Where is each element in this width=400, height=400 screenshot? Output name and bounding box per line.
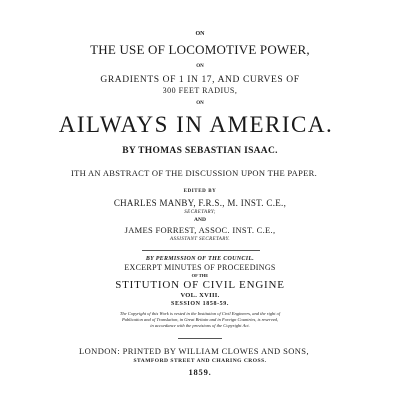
abstract-line: ITH AN ABSTRACT OF THE DISCUSSION UPON THE PAPER. (70, 168, 318, 178)
excerpt-line: EXCERPT MINUTES OF PROCEEDINGS (124, 263, 276, 272)
on-line-3: ON (196, 101, 204, 106)
on-line-1: ON (195, 31, 205, 37)
editor-2-role: ASSISTANT SECRETARY. (170, 237, 230, 242)
divider-rule-1 (142, 250, 260, 251)
title-line-1: THE USE OF LOCOMOTIVE POWER, (90, 42, 310, 57)
year-line: 1859. (188, 367, 212, 377)
title-line-2: GRADIENTS OF 1 IN 17, AND CURVES OF (100, 75, 300, 85)
on-line-2: ON (196, 64, 204, 69)
author-line: BY THOMAS SEBASTIAN ISAAC. (122, 146, 278, 156)
editor-2: JAMES FORREST, ASSOC. INST. C.E., (124, 225, 276, 235)
copyright-line-3: in accordance with the provisions of the Copyright Act. (150, 323, 250, 328)
editor-1: CHARLES MANBY, F.R.S., M. INST. C.E., (113, 198, 287, 208)
institution-line: STITUTION OF CIVIL ENGINE (115, 279, 285, 291)
editor-1-role: SECRETARY; (184, 210, 216, 215)
copyright-line-1: The Copyright of this Work is vested in the Institution of Civil Engineers, and the right of (119, 311, 281, 316)
session-line: SESSION 1858-59. (171, 301, 229, 307)
permission-line: BY PERMISSION OF THE COUNCIL. (145, 256, 255, 262)
title-line-3: 300 FEET RADIUS, (162, 86, 238, 95)
and-line: AND (194, 217, 206, 223)
imprint-line-1: LONDON: PRINTED BY WILLIAM CLOWES AND SONS, (79, 346, 309, 356)
edited-by: EDITED BY (183, 189, 217, 194)
volume-line: VOL. XVIII. (180, 292, 220, 299)
divider-rule-2 (178, 338, 222, 339)
main-title: AILWAYS IN AMERICA. (58, 112, 334, 137)
imprint-line-2: STAMFORD STREET AND CHARING CROSS. (133, 358, 267, 364)
copyright-line-2: Publication and of Translation, in Great Britain and in Foreign Countries, is reserved, (121, 317, 279, 322)
of-the-line: OF THE (191, 273, 209, 278)
